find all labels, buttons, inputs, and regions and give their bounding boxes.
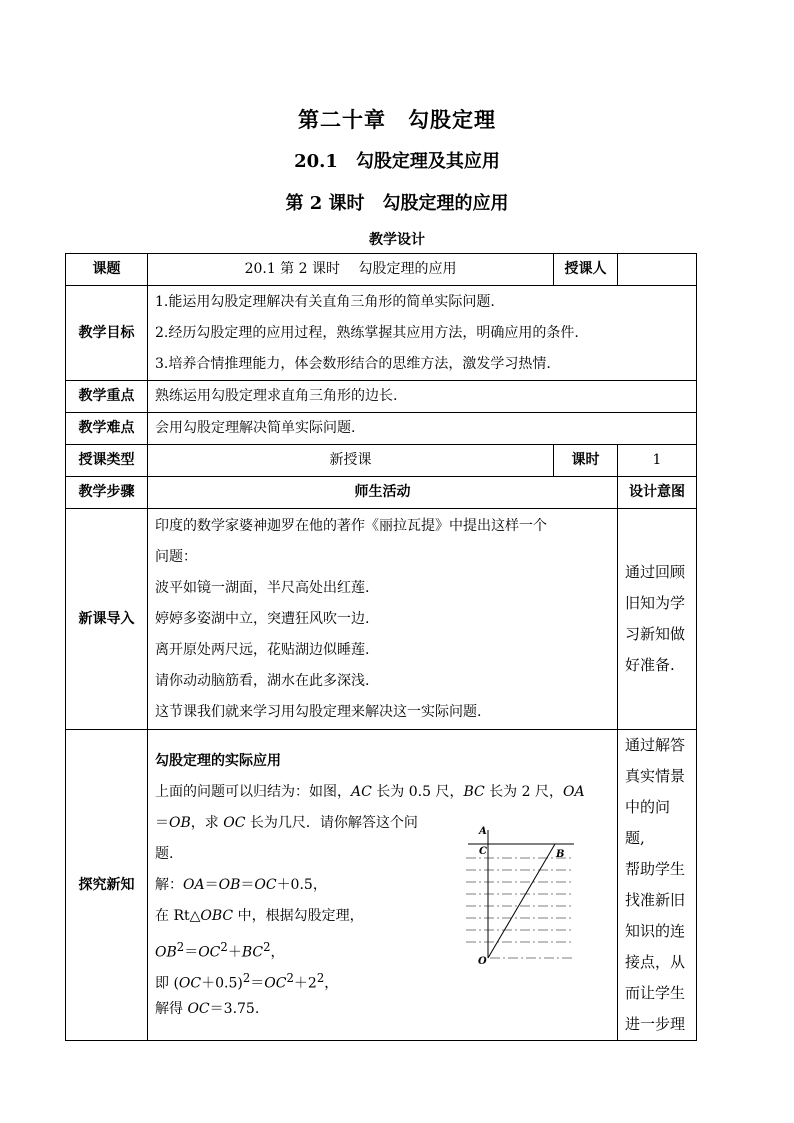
- goals-label: 教学目标: [66, 286, 148, 381]
- lotus-lake-figure: [460, 824, 580, 968]
- explore-intent: [618, 730, 697, 1041]
- intro-line: 印度的数学家婆神迦罗在他的著作《丽拉瓦提》中提出这样一个: [155, 517, 547, 534]
- key-row: [66, 381, 697, 413]
- topic-row: [66, 254, 697, 286]
- explore-line: 题.: [155, 845, 174, 862]
- topic-value: 20.1 第 2 课时 勾股定理的应用: [148, 254, 554, 286]
- intent-line: 找准新旧: [625, 891, 686, 909]
- intent-line: 真实情景: [625, 767, 686, 785]
- explore-row: [66, 730, 697, 1041]
- intent-line: 通过解答: [625, 736, 686, 754]
- label-b: B: [556, 849, 565, 860]
- steps-header-row: [66, 477, 697, 509]
- teacher-value: [618, 254, 697, 286]
- explore-line: 在 Rt△OBC 中，根据勾股定理，: [155, 907, 364, 924]
- intent-line: 而让学生: [625, 984, 686, 1002]
- intent-line: 帮助学生: [625, 860, 686, 878]
- section-title: 20.1 勾股定理及其应用: [294, 151, 500, 172]
- design-subtitle: 教学设计: [369, 232, 425, 248]
- intro-intent: [618, 509, 697, 730]
- intro-activity: [148, 509, 618, 730]
- intro-line: 请你动动脑筋看，湖水在此多深浅.: [155, 672, 370, 689]
- intro-line: 问题：: [155, 548, 197, 565]
- intent-line: 知识的连: [625, 922, 686, 940]
- explore-line: ＝OB，求 OC 长为几尺．请你解答这个问: [155, 814, 418, 831]
- explore-step-label: 探究新知: [66, 730, 148, 1041]
- difficulty-label: 教学难点: [66, 413, 148, 445]
- intent-line: 中的问题,: [625, 798, 671, 847]
- intro-line: 婷婷多姿湖中立，突遭狂风吹一边.: [155, 610, 370, 627]
- intent-line: 接点，从: [625, 953, 686, 971]
- intent-line: 好准备.: [625, 656, 675, 674]
- explore-line: $OB^2=OC^2+BC^2$，: [155, 939, 285, 961]
- intent-line: 进一步理: [625, 1015, 686, 1033]
- lesson-plan-table: [65, 253, 697, 1041]
- intent-line: 习新知做: [625, 625, 686, 643]
- type-label: 授课类型: [66, 445, 148, 477]
- explore-line: 解得 OC＝3.75.: [155, 1000, 260, 1017]
- water-dash-lines: [466, 858, 574, 958]
- intent-line: 通过回顾: [625, 563, 686, 581]
- intro-line: 波平如镜一湖面，半尺高处出红莲.: [155, 579, 370, 596]
- goals-cell: [148, 286, 697, 381]
- difficulty-value: 会用勾股定理解决简单实际问题.: [148, 413, 697, 445]
- activity-header: 师生活动: [148, 477, 618, 509]
- key-value: 熟练运用勾股定理求直角三角形的边长.: [148, 381, 697, 413]
- goal-item: 3.培养合情推理能力，体会数形结合的思维方法，激发学习热情.: [155, 355, 551, 372]
- label-o: O: [478, 956, 487, 967]
- goal-item: 1.能运用勾股定理解决有关直角三角形的简单实际问题.: [155, 293, 495, 310]
- topic-label: 课题: [66, 254, 148, 286]
- explore-heading: 勾股定理的实际应用: [155, 752, 281, 769]
- intro-line: 这节课我们就来学习用勾股定理来解决这一实际问题.: [155, 703, 482, 720]
- steps-header: 教学步骤: [66, 477, 148, 509]
- intent-line: 旧知为学: [625, 594, 686, 612]
- intent-header: 设计意图: [618, 477, 697, 509]
- hours-label: 课时: [554, 445, 618, 477]
- intro-step-label: 新课导入: [66, 509, 148, 730]
- lesson-title: 第 2 课时 勾股定理的应用: [285, 193, 509, 214]
- goal-item: 2.经历勾股定理的应用过程，熟练掌握其应用方法，明确应用的条件.: [155, 324, 579, 341]
- label-c: C: [479, 846, 487, 857]
- intro-row: [66, 509, 697, 730]
- teacher-label: 授课人: [554, 254, 618, 286]
- segment-ob: [488, 844, 555, 958]
- difficulty-row: [66, 413, 697, 445]
- explore-line: 解：OA＝OB＝OC＋0.5，: [155, 876, 327, 893]
- key-label: 教学重点: [66, 381, 148, 413]
- explore-line: 即 $(OC+0.5)^2=OC^2+2^2$，: [155, 970, 339, 992]
- goals-row: [66, 286, 697, 381]
- intro-line: 离开原处两尺远，花贴湖边似睡莲.: [155, 641, 370, 658]
- label-a: A: [479, 826, 487, 837]
- chapter-title: 第二十章 勾股定理: [298, 107, 496, 132]
- explore-line: 上面的问题可以归结为：如图，AC 长为 0.5 尺，BC 长为 2 尺，OA: [155, 783, 585, 800]
- hours-value: 1: [618, 445, 697, 477]
- type-value: 新授课: [148, 445, 554, 477]
- type-row: [66, 445, 697, 477]
